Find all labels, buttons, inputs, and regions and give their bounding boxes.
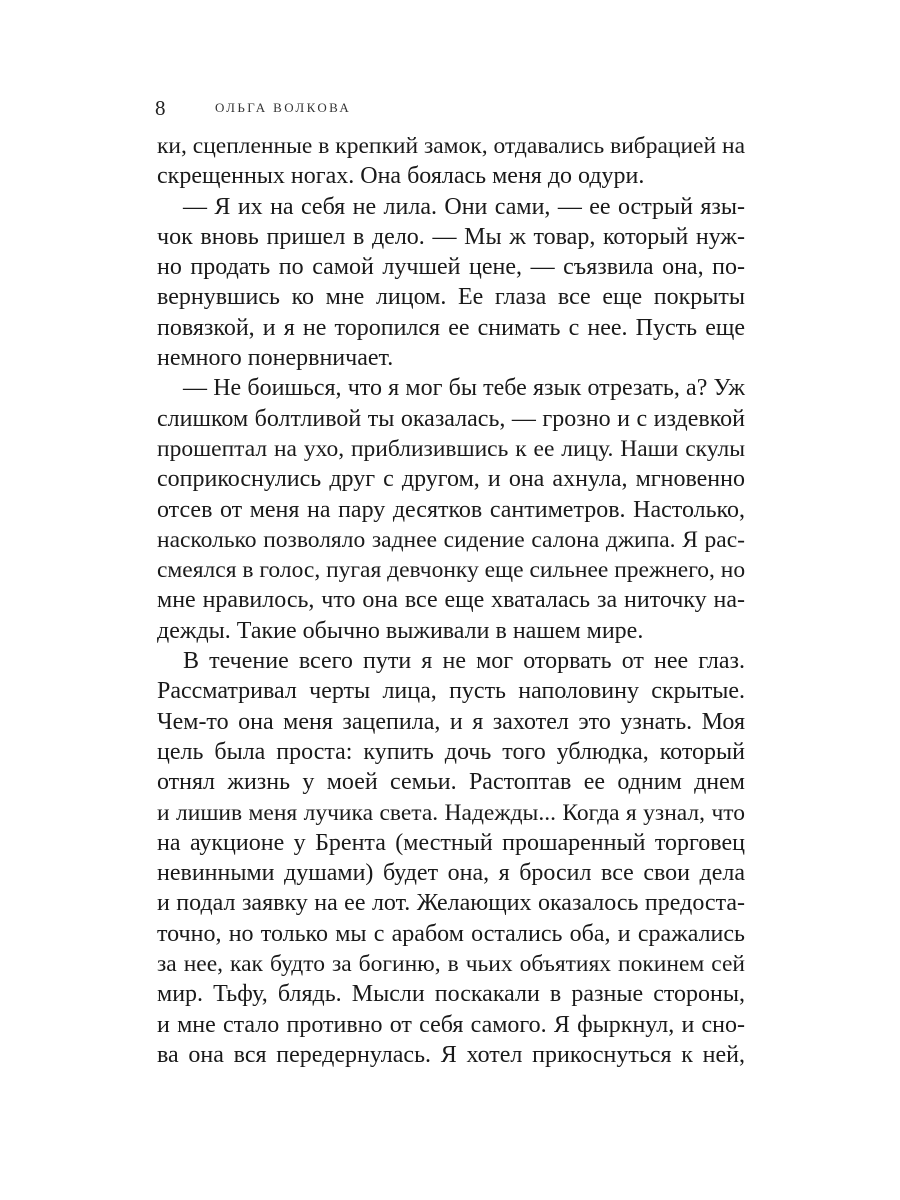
text-line: отсев от меня на пару десятков сантиметров. Настолько, [157,496,745,523]
running-head [155,94,755,122]
text-line: мир. Тьфу, блядь. Мысли поскакали в разные стороны, [157,981,745,1008]
text-line: дежды. Такие обычно выживали в нашем мире. [157,617,644,644]
text-line: и лишив меня лучика света. Надежды... Когда я узнал, что [157,799,745,826]
text-line: — Я их на себя не лила. Они сами, — ее острый язы- [183,193,745,220]
text-line: насколько позволяло заднее сидение салона джипа. Я рас- [157,526,745,553]
text-line: и мне стало противно от себя самого. Я фыркнул, и сно- [157,1011,745,1038]
text-line: Чем-то она меня зацепила, и я захотел это узнать. Моя [157,708,745,735]
text-line: вернувшись ко мне лицом. Ее глаза все еще покрыты [157,284,745,311]
text-line: немного понервничает. [157,345,394,372]
text-line: ки, сцепленные в крепкий замок, отдавались вибрацией на [157,133,745,159]
page-number: 8 [155,95,166,120]
text-line: прошептал на ухо, приблизившись к ее лицу. Наши скулы [157,435,745,462]
text-line: повязкой, и я не торопился ее снимать с нее. Пусть еще [157,314,745,341]
text-line: отнял жизнь у моей семьи. Растоптав ее одним днем [157,769,745,796]
text-line: слишком болтливой ты оказалась, — грозно и с издевкой [157,405,745,432]
text-line: В течение всего пути я не мог оторвать от нее глаз. [183,648,745,675]
text-line: чок вновь пришел в дело. — Мы ж товар, который нуж- [157,223,745,250]
text-line: смеялся в голос, пугая девчонку еще сильнее прежнего, но [157,557,746,584]
author-name: ОЛЬГА ВОЛКОВА [215,100,352,115]
text-line: за нее, как будто за богиню, в чьих объятиях покинем сей [157,951,745,978]
text-line: но продать по самой лучшей цене, — съязвила она, по- [157,254,745,281]
text-line: Рассматривал черты лица, пусть наполовину скрытые. [157,678,745,705]
text-line: на аукционе у Брента (местный прошаренный торговец [157,829,745,856]
body-text [157,131,745,1070]
text-line: соприкоснулись друг с другом, и она ахнула, мгновенно [157,466,745,493]
text-line: и подал заявку на ее лот. Желающих оказалось предоста- [157,890,745,917]
text-line: цель была проста: купить дочь того ублюдка, который [157,738,745,765]
text-line: точно, но только мы с арабом остались оба, и сражались [157,920,745,947]
text-line: скрещенных ногах. Она боялась меня до одури. [157,163,645,190]
text-line: мне нравилось, что она все еще хваталась за ниточку на- [157,587,745,614]
text-line: — Не боишься, что я мог бы тебе язык отрезать, а? Уж [183,375,745,402]
text-line: невинными душами) будет она, я бросил все свои дела [157,860,745,887]
text-line: ва она вся передернулась. Я хотел прикоснуться к ней, [157,1041,745,1068]
